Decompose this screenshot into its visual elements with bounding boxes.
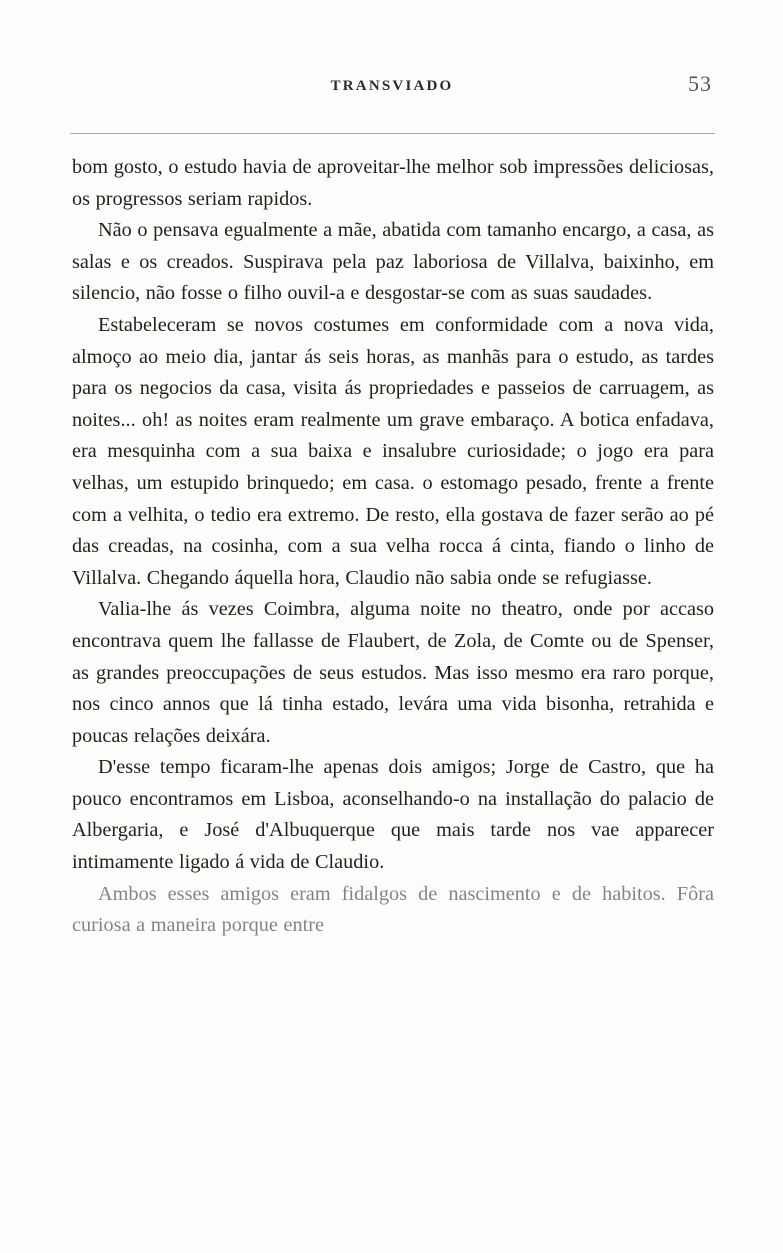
page-number: 53	[688, 71, 712, 96]
body-text	[72, 152, 714, 942]
paragraph: Valia-lhe ás vezes Coimbra, alguma noite no theatro, onde por accaso encontrava quem lhe fallasse de Flaubert, de Zola, de Comte ou de Spenser, as grandes preoccupações de seus estudos. Mas isso mesmo era raro porque, nos cinco annos que lá tinha estado, levára uma vida bisonha, retrahida e poucas relações deixára.	[72, 598, 714, 747]
paragraph: Estabeleceram se novos costumes em conformidade com a nova vida, almoço ao meio dia, jantar ás seis horas, as manhãs para o estudo, as tardes para os negocios da casa, visita ás propriedades e passeios de carruagem, as noites... oh! as noites eram realmente um grave embaraço. A botica enfadava, era mesquinha com a sua baixa e insalubre curiosidade; o jogo era para velhas, um estupido brinquedo; em casa. o estomago pesado, frente a frente com a velhita, o tedio era extremo. De resto, ella gostava de fazer serão ao pé das creadas, na cosinha, com a sua velha rocca á cinta, fiando o linho de Villalva. Chegando áquella hora, Claudio não sabia onde se refugiasse.	[72, 313, 714, 589]
paragraph: D'esse tempo ficaram-lhe apenas dois amigos; Jorge de Castro, que ha pouco encontramos em Lisboa, aconselhando-o na installação do palacio de Albergaria, e José d'Albuquerque que mais tarde nos vae apparecer intimamente ligado á vida de Claudio.	[72, 756, 714, 874]
paragraph: Ambos esses amigos eram fidalgos de nascimento e de habitos. Fôra curiosa a maneira porque entre	[72, 882, 714, 937]
paragraph: Não o pensava egualmente a mãe, abatida com tamanho encargo, a casa, as salas e os creados. Suspirava pela paz laboriosa de Villalva, baixinho, em silencio, não fosse o filho ouvil-a e desgostar-se com as suas saudades.	[72, 219, 714, 305]
running-title: TRANSVIADO	[330, 78, 454, 94]
page-header	[72, 71, 712, 108]
paragraph: bom gosto, o estudo havia de aproveitar-lhe melhor sob impressões deliciosas, os progressos seriam rapidos.	[72, 156, 714, 210]
header-rule	[70, 133, 715, 134]
